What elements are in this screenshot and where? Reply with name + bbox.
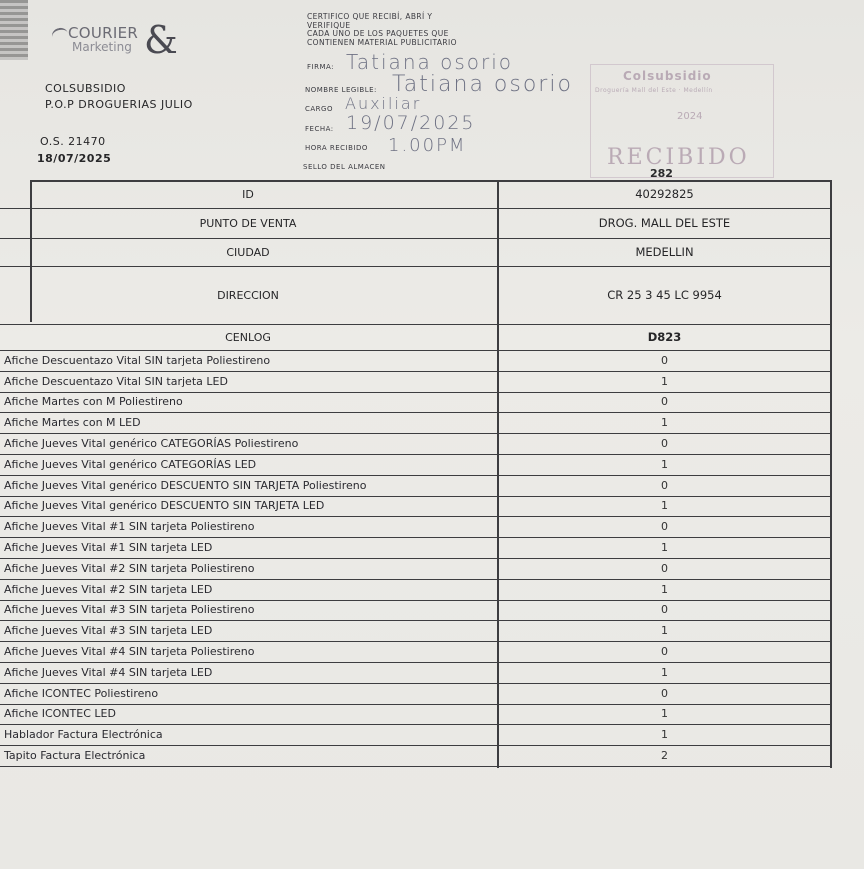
table-row	[0, 683, 832, 705]
table-row	[0, 412, 832, 434]
item-name: Afiche Jueves Vital #2 SIN tarjeta LED	[4, 582, 213, 596]
table-row	[0, 704, 832, 726]
table-row	[0, 433, 832, 455]
table-row	[0, 724, 832, 746]
item-name: Afiche Jueves Vital #3 SIN tarjeta LED	[4, 624, 213, 638]
info-label: ID	[242, 187, 254, 201]
info-label: PUNTO DE VENTA	[199, 216, 297, 230]
item-quantity: 1	[661, 624, 668, 638]
item-quantity: 1	[661, 457, 668, 471]
nombre-value: Tatiana osorio	[392, 72, 573, 97]
info-row	[0, 324, 832, 351]
stamp-received: RECIBIDO	[607, 145, 750, 170]
cert-line: CADA UNO DE LOS PAQUETES QUE	[307, 29, 449, 39]
cert-line: VERIFIQUE	[307, 20, 351, 30]
item-quantity: 1	[661, 665, 668, 679]
logo-bottom-text: Marketing	[72, 40, 132, 54]
item-quantity: 0	[661, 561, 668, 575]
item-name: Afiche Jueves Vital #1 SIN tarjeta LED	[4, 541, 213, 555]
table-row	[0, 537, 832, 559]
info-row	[0, 266, 832, 325]
item-quantity: 0	[661, 395, 668, 409]
item-quantity: 1	[661, 499, 668, 513]
nombre-label: NOMBRE LEGIBLE:	[305, 86, 377, 94]
item-name: Afiche Jueves Vital genérico DESCUENTO SIN TARJETA Poliestireno	[4, 478, 367, 492]
item-name: Afiche Jueves Vital #3 SIN tarjeta Poliestireno	[4, 603, 255, 617]
item-name: Afiche Jueves Vital #1 SIN tarjeta Poliestireno	[4, 520, 255, 534]
fecha-label: FECHA:	[305, 125, 334, 133]
item-name: Afiche Jueves Vital #2 SIN tarjeta Poliestireno	[4, 561, 255, 575]
table-row	[0, 620, 832, 642]
item-name: Hablador Factura Electrónica	[4, 728, 163, 742]
item-name: Afiche Jueves Vital genérico CATEGORÍAS LED	[4, 457, 257, 471]
hora-label: HORA RECIBIDO	[305, 144, 368, 152]
item-name: Afiche Jueves Vital #4 SIN tarjeta Poliestireno	[4, 645, 255, 659]
service-order: O.S. 21470	[40, 135, 106, 148]
table-row	[0, 392, 832, 414]
item-quantity: 0	[661, 645, 668, 659]
item-name: Afiche Martes con M Poliestireno	[4, 395, 183, 409]
item-name: Afiche Jueves Vital genérico CATEGORÍAS Poliestireno	[4, 437, 299, 451]
courier-logo	[62, 20, 180, 62]
item-quantity: 1	[661, 582, 668, 596]
item-quantity: 1	[661, 374, 668, 388]
info-value: DROG. MALL DEL ESTE	[598, 216, 731, 230]
sheet-number: 282	[650, 167, 673, 180]
item-name: Afiche ICONTEC LED	[4, 707, 116, 721]
info-row	[0, 208, 832, 239]
table-row	[0, 516, 832, 538]
item-name: Afiche Martes con M LED	[4, 416, 141, 430]
cert-line: CERTIFICO QUE RECIBÍ, ABRÍ Y	[307, 12, 433, 21]
table-row	[0, 558, 832, 580]
table-row	[0, 745, 832, 767]
pop-campaign: P.O.P DROGUERIAS JULIO	[45, 98, 193, 111]
firma-signature: Tatiana osorio	[346, 50, 514, 74]
info-label: CIUDAD	[226, 245, 270, 259]
item-quantity: 0	[661, 478, 668, 492]
store-stamp	[590, 64, 774, 178]
item-name: Afiche ICONTEC Poliestireno	[4, 686, 159, 700]
firma-label: FIRMA:	[307, 63, 335, 71]
item-quantity: 0	[661, 603, 668, 617]
client-name: COLSUBSIDIO	[45, 82, 126, 95]
item-quantity: 0	[661, 353, 668, 367]
stamp-mid: 2024	[677, 111, 703, 122]
fecha-value: 19/07/2025	[346, 112, 476, 134]
sello-label: SELLO DEL ALMACEN	[303, 163, 386, 171]
certification-text	[307, 13, 457, 47]
table-row	[0, 350, 832, 372]
info-row	[0, 180, 832, 209]
info-value: CR 25 3 45 LC 9954	[607, 288, 722, 302]
item-quantity: 0	[661, 437, 668, 451]
item-quantity: 2	[661, 749, 668, 763]
item-quantity: 1	[661, 541, 668, 555]
info-value: 40292825	[635, 187, 694, 201]
item-quantity: 1	[661, 728, 668, 742]
logo-ampersand-icon: &	[144, 18, 178, 62]
item-name: Afiche Jueves Vital genérico DESCUENTO SIN TARJETA LED	[4, 499, 325, 513]
item-quantity: 1	[661, 707, 668, 721]
item-quantity: 1	[661, 416, 668, 430]
table-row	[0, 579, 832, 601]
binding-edge	[0, 0, 28, 60]
info-row	[0, 238, 832, 267]
document-date: 18/07/2025	[37, 152, 112, 165]
hora-value: 1.00PM	[388, 135, 467, 156]
table-row	[0, 475, 832, 497]
info-label: DIRECCION	[217, 288, 279, 302]
table-row	[0, 496, 832, 518]
item-name: Afiche Descuentazo Vital SIN tarjeta Poliestireno	[4, 353, 271, 367]
cargo-value: Auxiliar	[345, 94, 422, 113]
logo-top-text: COURIER	[68, 24, 139, 42]
table-row	[0, 371, 832, 393]
cargo-label: CARGO	[305, 105, 333, 113]
info-label: CENLOG	[225, 330, 271, 344]
table-row	[0, 641, 832, 663]
table-row	[0, 662, 832, 684]
info-value: D823	[647, 330, 682, 344]
item-name: Afiche Descuentazo Vital SIN tarjeta LED	[4, 374, 228, 388]
item-quantity: 0	[661, 686, 668, 700]
cert-line: CONTIENEN MATERIAL PUBLICITARIO	[307, 37, 457, 47]
table-row	[0, 454, 832, 476]
stamp-text: Droguería Mall del Este · Medellín	[595, 87, 713, 94]
info-value: MEDELLIN	[635, 245, 694, 259]
stamp-brand: Colsubsidio	[623, 69, 712, 83]
item-name: Afiche Jueves Vital #4 SIN tarjeta LED	[4, 665, 213, 679]
item-name: Tapito Factura Electrónica	[4, 749, 146, 763]
table-row	[0, 600, 832, 622]
item-quantity: 0	[661, 520, 668, 534]
